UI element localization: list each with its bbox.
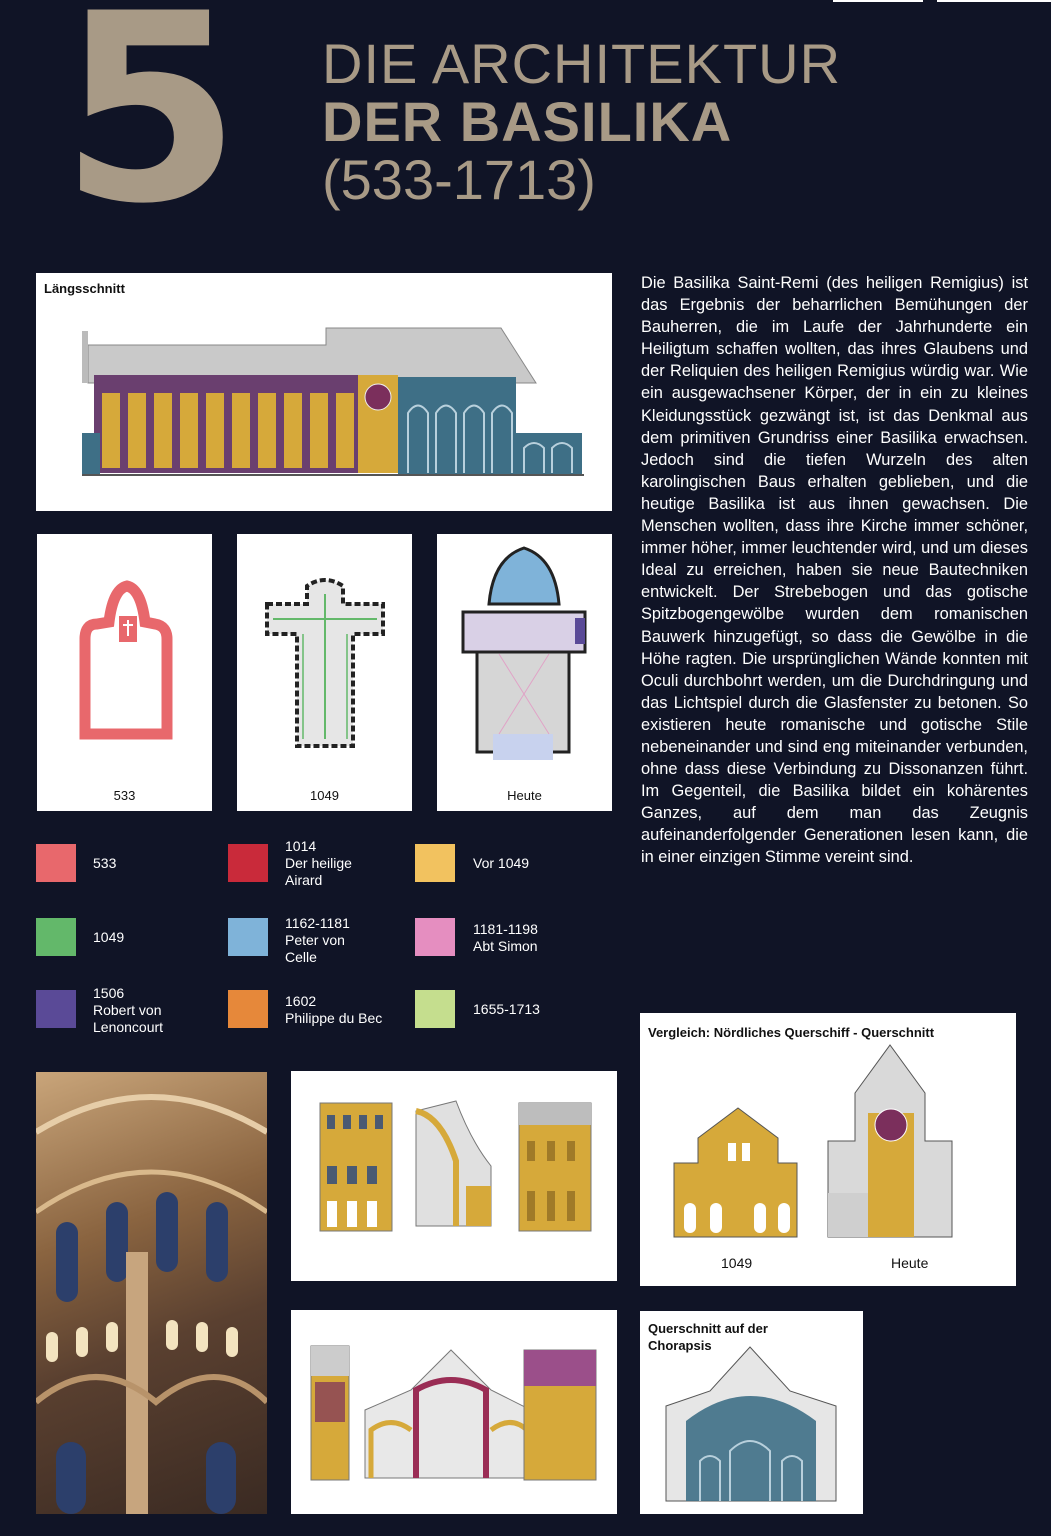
- longitudinal-section-title: Längsschnitt: [44, 281, 125, 296]
- legend-swatch-1506: [36, 990, 76, 1028]
- comparison-card: [640, 1013, 1016, 1286]
- title-line-2: DER BASILIKA: [322, 90, 733, 153]
- legend-swatch-1049: [36, 918, 76, 956]
- sections-top-drawing: [291, 1071, 617, 1281]
- comparison-title: Vergleich: Nördliches Querschiff - Querschnitt: [648, 1025, 935, 1040]
- plan-card-heute: [437, 534, 612, 811]
- longitudinal-section-drawing: [36, 273, 612, 511]
- comparison-label-heute: Heute: [891, 1255, 929, 1271]
- interior-photo: [36, 1072, 267, 1514]
- legend-label-1181: 1181-1198 Abt Simon: [473, 921, 538, 954]
- plan-card-1049: [237, 534, 412, 811]
- chapter-number: 5: [60, 0, 241, 261]
- legend-label-1049: 1049: [93, 929, 125, 945]
- legend-swatch-1014: [228, 844, 268, 882]
- legend-swatch-1602: [228, 990, 268, 1028]
- sections-card-top: [291, 1071, 617, 1281]
- legend-label-vor-1049: Vor 1049: [473, 855, 530, 871]
- plan-label-1049: 1049: [310, 788, 339, 803]
- comparison-drawing: [640, 1013, 1016, 1286]
- top-decor-line-2: [937, 0, 1051, 2]
- legend-swatch-vor-1049: [415, 844, 455, 882]
- plan-1049-drawing: [237, 534, 412, 811]
- legend-swatch-1162: [228, 918, 268, 956]
- body-text: Die Basilika Saint-Remi (des heiligen Remigius) ist das Ergebnis der beharrlichen Bemühungen der Bauherren, die im Laufe der Jahrhunderte ein Heiligtum schaffen wollten, das ihres Glaubens und der Reliquien des heiligen Remigius würdig war. Wie ein ausgewachsener Körper, der in ein zu kleines Kleidungsstück gezwängt ist, ist das Denkmal aus dem primitiven Grundriss einer Basilika erwachsen. Jedoch sind die tiefen Wurzeln des alten karolingischen Baus erhalten geblieben, und die heutige Basilika ist aus ihnen gewachsen. Die Menschen wollten, dass ihre Kirche immer schöner, immer höher, immer leuchtender wird, und um dieses Ideal zu erreichen, haben sie neue Bautechniken entwickelt. Der Strebebogen und das gotische Spitzbogengewölbe wurden dem romanischen Bauwerk hinzugefügt, so dass die Gewölbe in die Höhe ragten. Die ursprünglichen Wände konnten mit Oculi durchbohrt werden, um die Durchdringung und das Lichtspiel durch die Glasfenster zu betonen. So existieren heute romanische und gotische Stile nebeneinander und sind eng miteinander verbunden, ohne dass diese Verbindung zu Dissonanzen führt. Im Gegenteil, die Basilika bildet ein kohärentes Ganzes, auf dem man das Zeugnis aufeinanderfolgender Generationen lesen kann, die in einer einzigen Stimme vereint sind.: [641, 274, 1028, 867]
- title-line-3: (533-1713): [322, 148, 596, 211]
- legend-label-1162: 1162-1181 Peter von Celle: [285, 915, 350, 965]
- chorapsis-title: Querschnitt auf der Chorapsis: [648, 1321, 768, 1353]
- sections-bottom-drawing: [291, 1310, 617, 1514]
- legend-label-1602: 1602 Philippe du Bec: [285, 993, 383, 1026]
- title-line-1: DIE ARCHITEKTUR: [322, 32, 842, 95]
- legend-swatch-1181: [415, 918, 455, 956]
- plan-heute-drawing: [437, 534, 612, 811]
- comparison-label-1049: 1049: [721, 1255, 753, 1271]
- legend-label-1014: 1014 Der heilige Airard: [285, 838, 352, 888]
- chorapsis-card: [640, 1311, 863, 1514]
- chorapsis-drawing: [640, 1311, 863, 1514]
- legend-label-1655: 1655-1713: [473, 1001, 540, 1017]
- legend-label-1506: 1506 Robert von Lenoncourt: [93, 985, 164, 1035]
- top-decor-line-1: [833, 0, 923, 2]
- legend-swatch-1655: [415, 990, 455, 1028]
- plan-label-heute: Heute: [507, 788, 542, 803]
- plan-533-drawing: [37, 534, 212, 811]
- sections-card-bottom: [291, 1310, 617, 1514]
- legend-label-533: 533: [93, 855, 117, 871]
- longitudinal-section-card: [36, 273, 612, 511]
- plan-card-533: [37, 534, 212, 811]
- legend-swatch-533: [36, 844, 76, 882]
- plan-label-533: 533: [113, 788, 136, 803]
